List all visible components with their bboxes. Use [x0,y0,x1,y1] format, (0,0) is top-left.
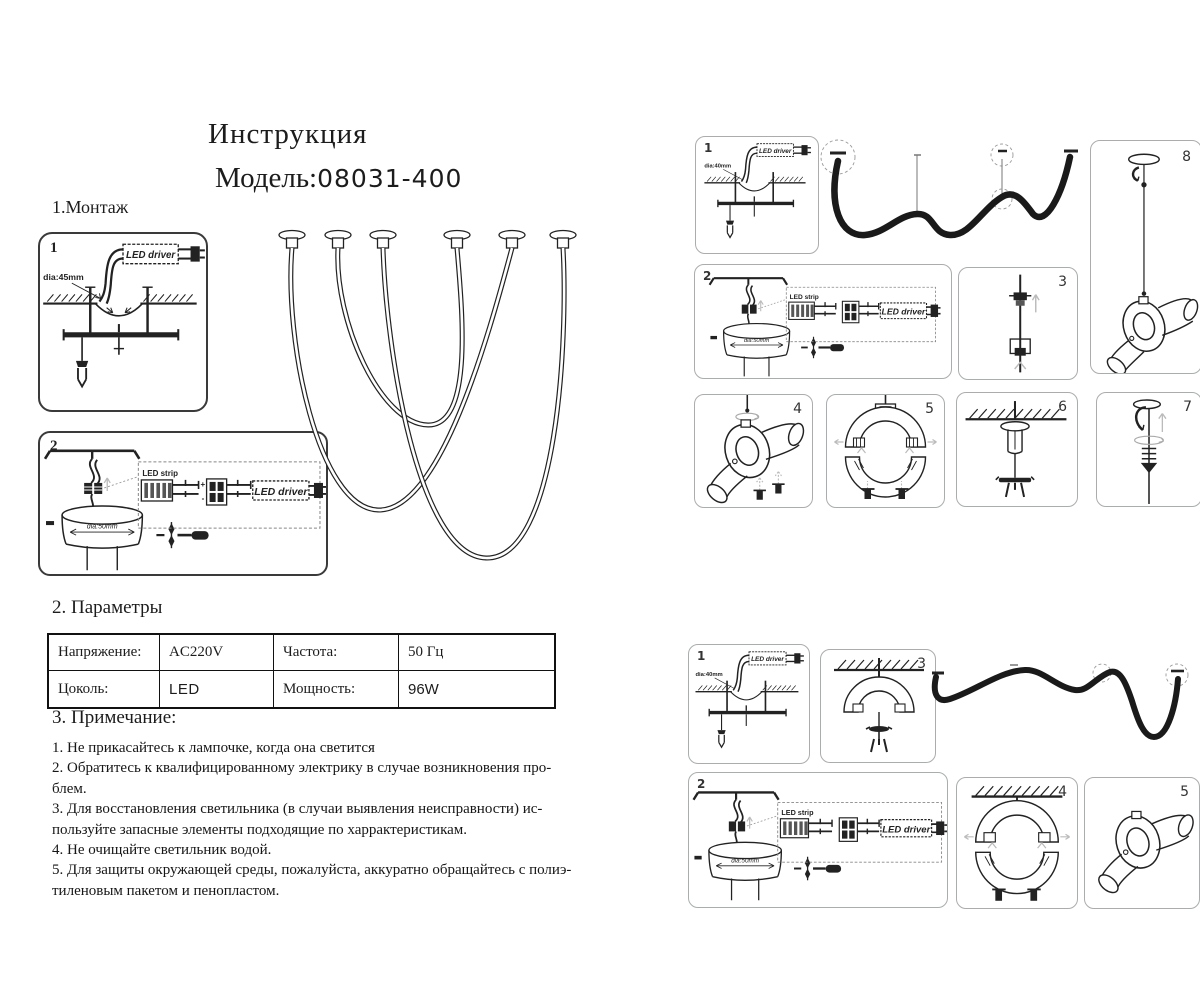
install2-step5-panel [1084,777,1200,909]
step-number: 2 [697,777,706,791]
dia-label: dia:50mm [86,523,118,531]
step-number: 2 [703,269,712,283]
note-line: 5. Для защиты окружающей среды, пожалуйста, аккуратно обращайтесь с полиэ- [52,862,572,879]
pendant-lamp-drawing [256,220,666,590]
model-label: Модель: [215,162,318,194]
dia-label: dia:45mm [43,272,84,283]
note-line: 1. Не прикасайтесь к лампочке, когда она светится [52,740,375,756]
model-number: 08031-400 [317,164,463,193]
hang-clamp-diagram [1091,141,1200,373]
dia-label: dia:40mm [704,163,732,170]
led-strip-label: LED strip [789,293,819,301]
led-driver-label: LED driver [759,147,792,155]
install-step8-panel [1090,140,1200,374]
section-notes-heading: 3. Примечание: [52,707,177,728]
wiring-diagram [695,265,951,378]
install2-step2-panel [688,772,948,908]
step-number: 1 [50,240,58,256]
param-value: AC220V [160,635,274,671]
led-strip-label: LED strip [142,468,178,478]
ceiling-mount-diagram [40,234,206,410]
param-label: Мощность: [274,671,399,707]
dia-label: dia:50mm [743,338,770,345]
install2-step3-panel [820,649,936,763]
param-value: 96W [408,680,439,698]
install2-step1-panel [688,644,810,764]
install-step4-panel [694,394,813,508]
step-number: 5 [1180,784,1189,800]
step-number: 7 [1183,399,1192,415]
step-number: 3 [917,656,926,672]
model-line [215,162,462,195]
wiring-diagram [689,773,947,907]
note-line: блем. [52,780,87,797]
step-number: 5 [925,401,934,417]
page-title: Инструкция [208,118,368,150]
parameters-table [47,633,556,709]
install2-step4-panel [956,777,1078,909]
param-label: Частота: [274,635,399,671]
step-number: 3 [1058,274,1067,290]
flex-tube-shape-bottom [930,643,1198,763]
minus-label: - [201,493,205,503]
install-step1-panel [695,136,819,254]
note-line: 3. Для восстановления светильника (в случаи выявления неисправности) ис- [52,801,543,818]
led-driver-label: LED driver [881,306,926,317]
led-strip-label: LED strip [781,808,814,818]
led-driver-label: LED driver [126,250,176,262]
step-number: 1 [697,649,706,663]
note-line: 2. Обратитесь к квалифицированному электрику в случае возникновения про- [52,760,552,777]
param-value: LED [160,671,274,707]
step-number: 2 [50,438,58,454]
step-number: 8 [1182,149,1191,165]
plus-label: + [200,479,206,489]
dia-label: dia:40mm [695,671,723,678]
install-step5-panel [826,394,945,508]
param-label: Напряжение: [49,635,160,671]
ceiling-mount-diagram [689,645,809,763]
section-montage-heading: 1.Монтаж [52,197,129,217]
led-driver-label: LED driver [254,485,308,498]
note-line: 4. Не очищайте светильник водой. [52,842,272,859]
step-number: 4 [1058,784,1067,800]
step-number: 6 [1058,399,1067,415]
note-line: пользуйте запасные элементы подходящие по харрактеристикам. [52,821,468,838]
param-value: 50 Гц [399,635,554,671]
montage-step1-panel [38,232,208,412]
ceiling-mount-diagram [696,137,818,253]
dia-label: dia:50mm [731,857,760,865]
install-step6-panel [956,392,1078,507]
led-driver-label: LED driver [882,824,931,836]
notes-list [52,738,622,901]
section-params-heading: 2. Параметры [52,597,163,618]
install-step2-panel [694,264,952,379]
install-step3-panel [958,267,1078,380]
step-number: 1 [704,141,713,155]
install-step7-panel [1096,392,1200,507]
led-driver-label: LED driver [751,656,784,664]
note-line: тиленовым пакетом и пенопластом. [52,882,280,899]
step-number: 4 [793,401,802,417]
param-label: Цоколь: [49,671,160,707]
